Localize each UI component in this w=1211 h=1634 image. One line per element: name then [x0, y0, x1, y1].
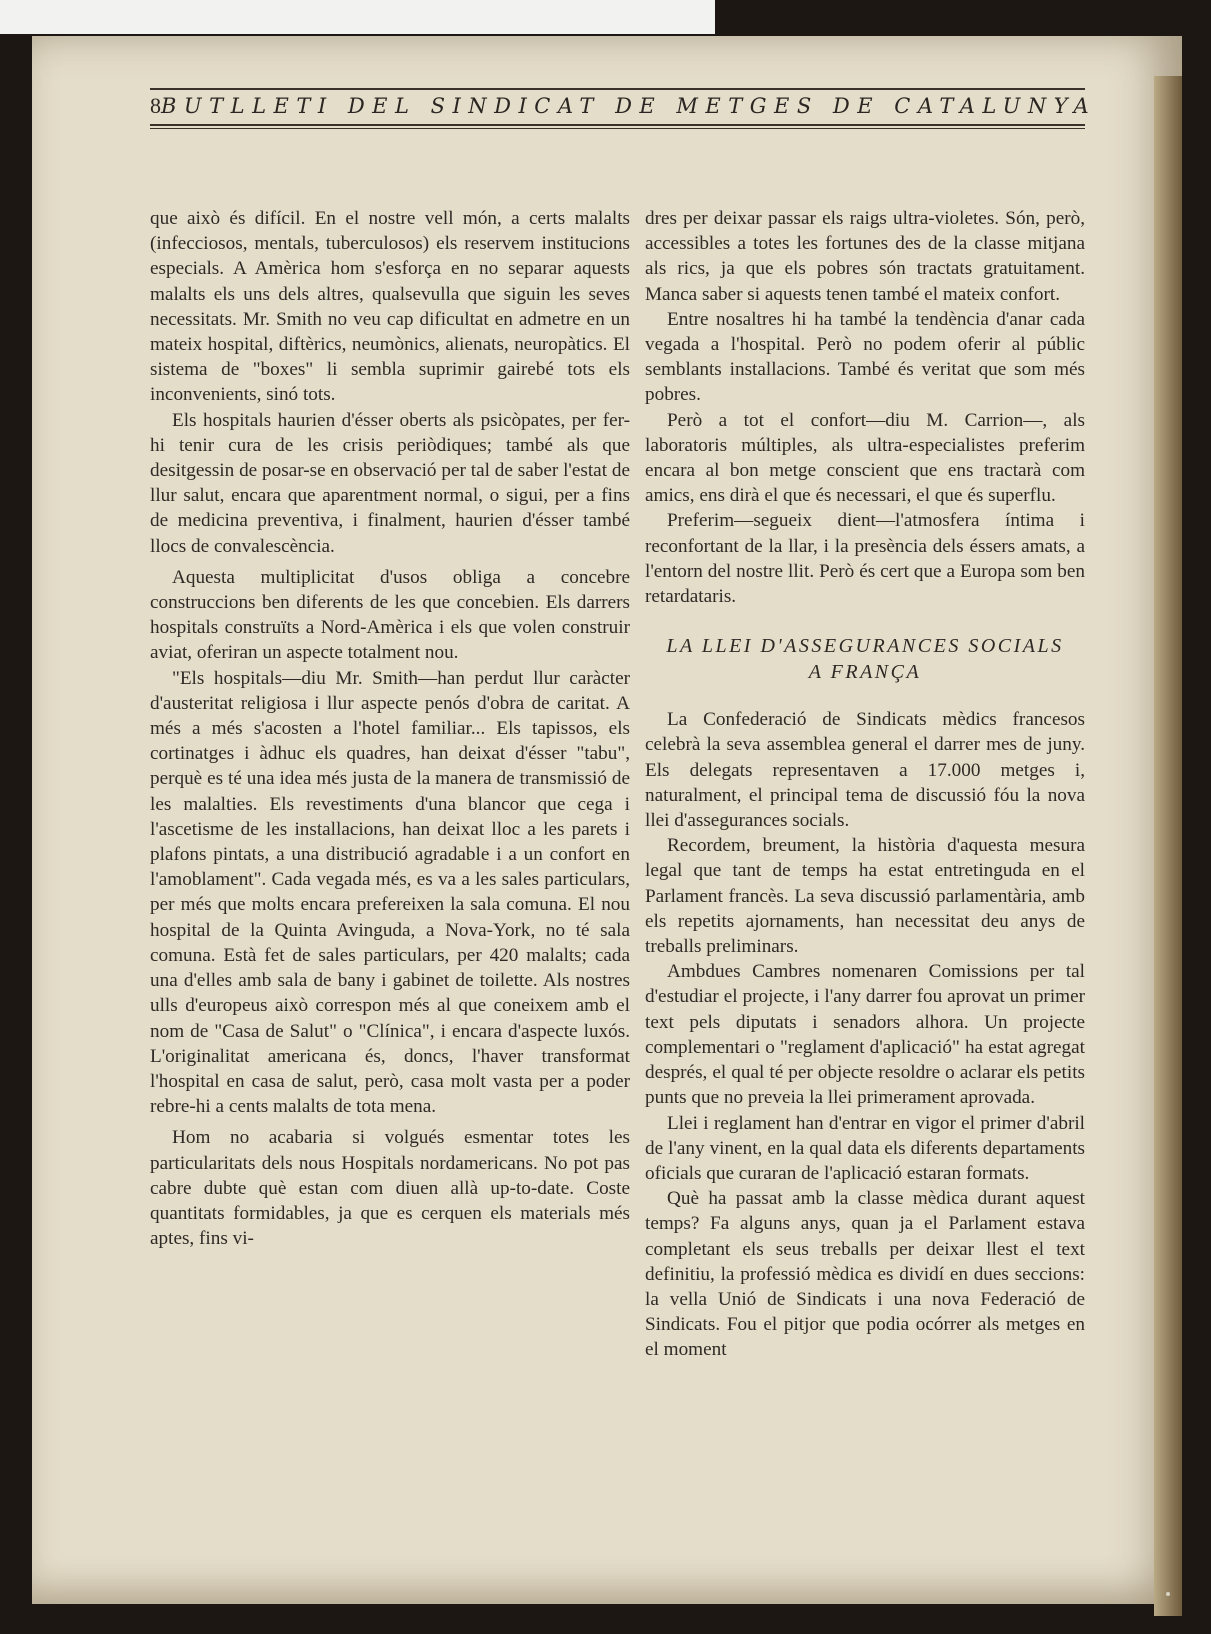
book-page-edge [1154, 76, 1182, 1616]
header-top-rule [150, 88, 1085, 90]
section-heading [645, 633, 1085, 685]
page-number: 8 [150, 93, 161, 118]
right-column [645, 206, 1085, 1363]
page-header [150, 88, 1097, 129]
paragraph: "Els hospitals—diu Mr. Smith—han perdut llur caràcter d'austeritat religiosa i llur aspecte penós d'obra de caritat. A més a més s'acosten a l'hotel familiar... Els tapissos, els cortinatges i àdhuc els quadres, han deixat d'ésser "tabu", perquè es té una idea més justa de la manera de transmissió de les malalties. Els revestiments d'una blancor que cega i l'ascetisme de les installacions, han deixat lloc a les parets i plafons pintats, a una distribució agradable i a un confort en l'amoblament". Cada vegada més, es va a les sales particulars, per més que molts encara prefereixen la sala comuna. El nou hospital de la Quinta Avinguda, a Nova-York, no té sala comuna. Està fet de sales particulars, per 420 malalts; cada una d'elles amb sala de bany i gabinet de toilette. Als nostres ulls d'europeus això correspon més al que coneixem amb el nom de "Casa de Salut" o "Clínica", i encara d'aspecte luxós. L'originalitat americana és, doncs, l'haver transformat l'hospital en casa de salut, però, casa molt vasta per a poder rebre-hi a cents malalts de tota mena. [150, 667, 630, 1118]
header-bottom-rule [150, 124, 1085, 126]
paragraph: que això és difícil. En el nostre vell món, a certs malalts (infecciosos, mentals, tuberculosos) els reservem institucions especials. A Amèrica hom s'esforça en no separar aquests malalts els uns dels altres, qualsevulla que siguin les seves necessitats. Mr. Smith no veu cap dificultat en admetre en un mateix hospital, diftèrics, neumònics, alienats, neuropàtics. El sistema de "boxes" li sembla suprimir gairebé tots els inconvenients, sinó tots. [150, 208, 630, 406]
paragraph: Els hospitals haurien d'ésser oberts als psicòpates, per fer-hi tenir cura de les crisis periòdiques; també als que desitgessin de posar-se en observació per tal de saber l'estat de llur salut, encara que aparentment normal, o sigui, per a fins de medicina preventiva, i finalment, haurien d'ésser també llocs de convalescència. [150, 409, 630, 557]
paragraph: Què ha passat amb la classe mèdica durant aquest temps? Fa alguns anys, quan ja el Parlament estava completant els seus treballs per deixar llest el text definitiu, la professió mèdica es dividí en dues seccions: la vella Unió de Sindicats i una nova Federació de Sindicats. Fou el pitjor que podia ocórrer als metges en el moment [645, 1188, 1085, 1361]
section-heading-line-2: A FRANÇA [808, 661, 922, 684]
paragraph: Ambdues Cambres nomenaren Comissions per tal d'estudiar el projecte, i l'any darrer fou aprovat un primer text pels diputats i senadors alhora. Un projecte complementari o "reglament d'aplicació" ha estat agregat després, el qual té per objecte resoldre o aclarar els petits punts que no preveia la llei primerament aprovada. [645, 961, 1085, 1109]
paragraph: Llei i reglament han d'entrar en vigor el primer d'abril de l'any vinent, en la qual data els diferents departaments oficials que curaran de l'aplicació estaran formats. [645, 1112, 1085, 1184]
paragraph: dres per deixar passar els raigs ultra-violetes. Són, però, accessibles a totes les fortunes des de la classe mitjana als rics, ja que els pobres són tractats gratuitament. Manca saber si aquests tenen també el mateix confort. [645, 208, 1085, 305]
section-heading-line-1: LA LLEI D'ASSEGURANCES SOCIALS [666, 635, 1064, 658]
scan-speck [1166, 1592, 1170, 1596]
paragraph: Entre nosaltres hi ha també la tendència d'anar cada vegada a l'hospital. Però no podem oferir al públic semblants installacions. També és veritat que som més pobres. [645, 308, 1085, 406]
scan-margin [0, 0, 715, 34]
header-line [150, 93, 1097, 121]
running-title: BUTLLETI DEL SINDICAT DE METGES DE CATALUNYA [161, 94, 1097, 118]
paragraph: Però a tot el confort—diu M. Carrion—, als laboratoris múltiples, als ultra-especialistes preferim encara al bon metge conscient que ens tractarà com amics, ens dirà el que és necessari, el que és superflu. [645, 409, 1085, 507]
paragraph: Aquesta multiplicitat d'usos obliga a concebre construccions ben diferents de les que concebien. Els darrers hospitals construïts a Nord-Amèrica i els que volen construir aviat, oferiran un aspecte totalment nou. [150, 566, 630, 664]
left-column [150, 206, 630, 1251]
header-bottom-thin-rule [150, 128, 1085, 129]
paragraph: Hom no acabaria si volgués esmentar totes les particularitats dels nous Hospitals nordamericans. No pot pas cabre dubte què estan com diuen allà up-to-date. Coste quantitats formidables, ja que es cerquen els materials més aptes, fins vi- [150, 1127, 630, 1250]
paragraph: Recordem, breument, la història d'aquesta mesura legal que tant de temps ha estat entretinguda en el Parlament francès. La seva discussió parlamentària, amb els repetits ajornaments, han necessitat deu anys de treballs preliminars. [645, 835, 1085, 958]
paragraph: La Confederació de Sindicats mèdics francesos celebrà la seva assemblea general el darrer mes de juny. Els delegats representaven a 17.000 metges i, naturalment, el principal tema de discussió fóu la nova llei d'assegurances socials. [645, 709, 1085, 832]
paragraph: Preferim—segueix dient—l'atmosfera íntima i reconfortant de la llar, i la presència dels éssers amats, a l'entorn del nostre llit. Però és cert que a Europa som ben retardataris. [645, 510, 1085, 608]
